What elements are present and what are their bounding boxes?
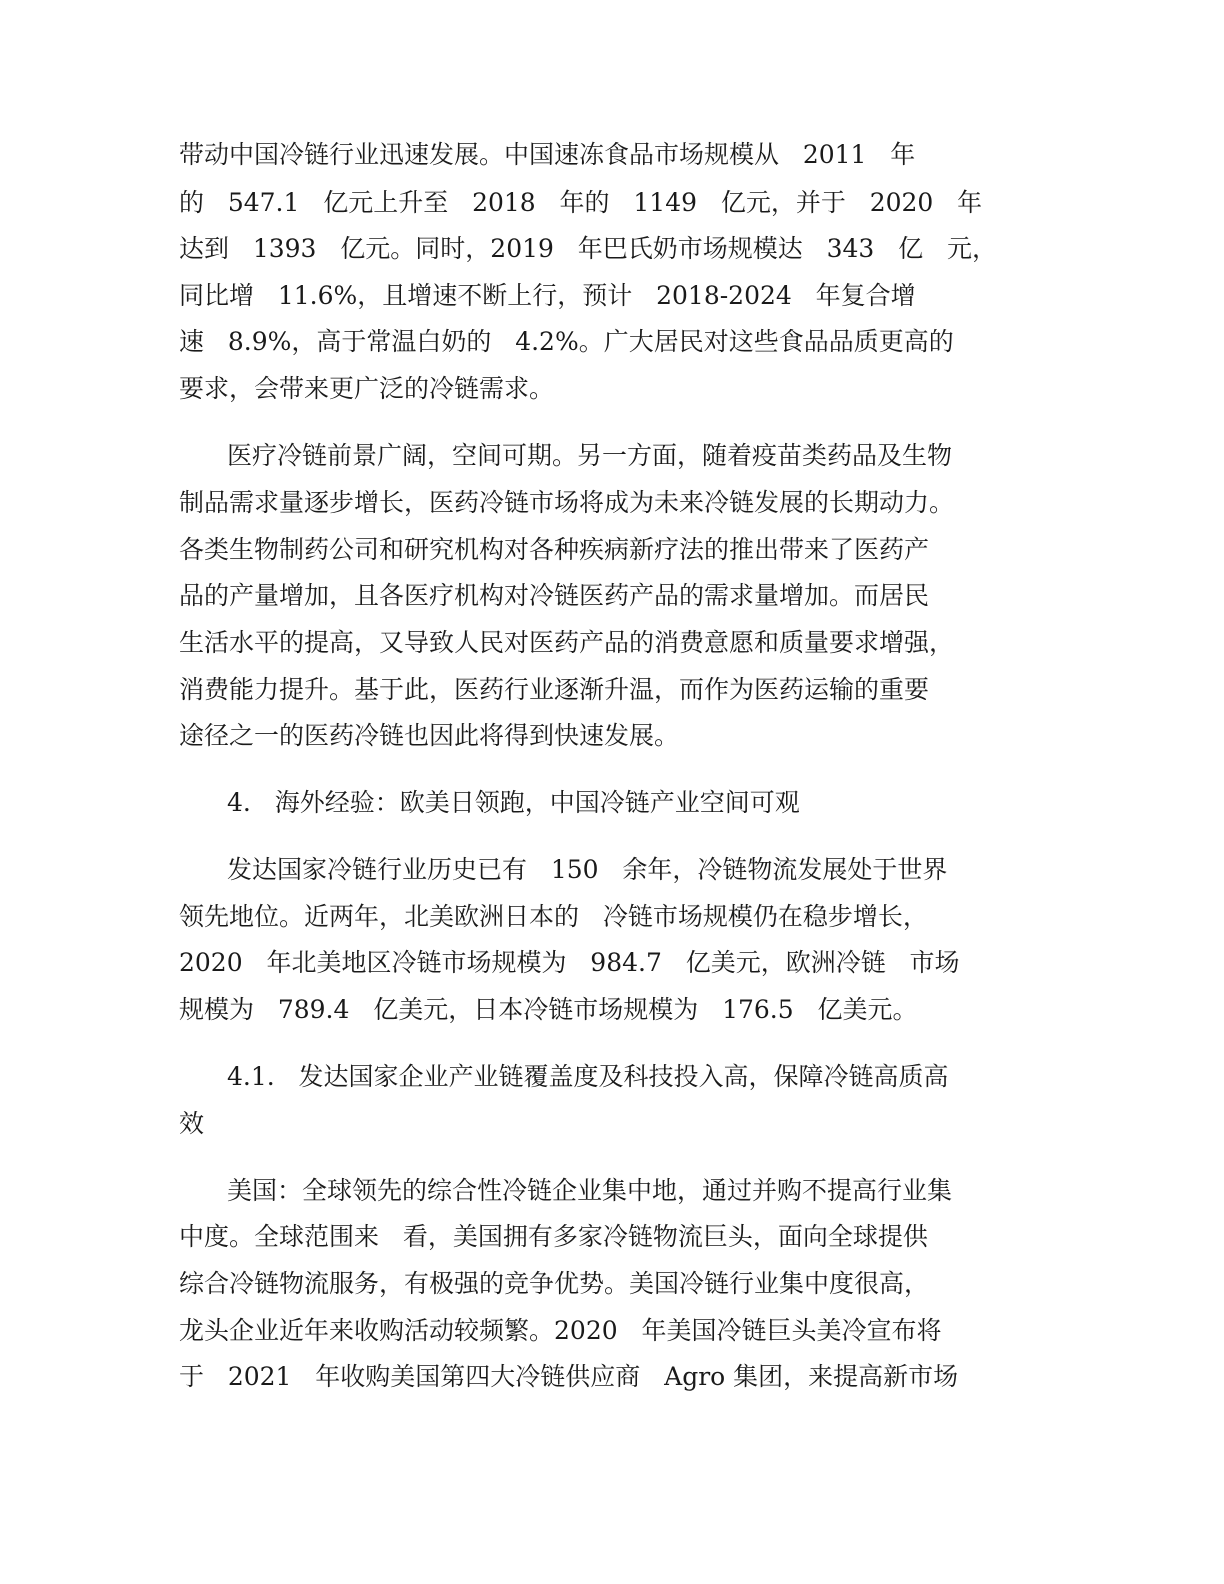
- text-line: 途径之一的医药冷链也因此将得到快速发展。: [179, 721, 680, 750]
- text-line: 2020 年北美地区冷链市场规模为 984.7 亿美元，欧洲冷链 市场: [179, 948, 960, 977]
- text-line: 同比增 11.6%，且增速不断上行，预计 2018-2024 年复合增: [179, 281, 916, 310]
- heading-line: 效: [179, 1109, 205, 1138]
- text-line: 于 2021 年收购美国第四大冷链供应商 Agro 集团，来提高新市场: [179, 1362, 959, 1391]
- text-line: 生活水平的提高，又导致人民对医药产品的消费意愿和质量要求增强，: [179, 628, 955, 657]
- text-line: 制品需求量逐步增长，医药冷链市场将成为未来冷链发展的长期动力。: [179, 488, 955, 517]
- text-line: 中度。全球范围来 看，美国拥有多家冷链物流巨头，面向全球提供: [179, 1222, 928, 1251]
- text-line: 品的产量增加，且各医疗机构对冷链医药产品的需求量增加。而居民: [179, 581, 930, 610]
- text-line: 要求，会带来更广泛的冷链需求。: [179, 374, 555, 403]
- text-line: 速 8.9%，高于常温白奶的 4.2%。广大居民对这些食品品质更高的: [179, 327, 954, 356]
- text-line: 消费能力提升。基于此，医药行业逐渐升温，而作为医药运输的重要: [179, 675, 930, 704]
- text-line: 美国：全球领先的综合性冷链企业集中地，通过并购不提高行业集: [227, 1176, 953, 1205]
- text-line: 的 547.1 亿元上升至 2018 年的 1149 亿元，并于 2020 年: [179, 188, 983, 217]
- text-line: 领先地位。近两年，北美欧洲日本的 冷链市场规模仍在稳步增长，: [179, 902, 928, 931]
- text-line: 达到 1393 亿元。同时，2019 年巴氏奶市场规模达 343 亿 元，: [179, 234, 998, 263]
- text-line: 规模为 789.4 亿美元，日本冷链市场规模为 176.5 亿美元。: [179, 995, 918, 1024]
- heading-line: 4.1. 发达国家企业产业链覆盖度及科技投入高，保障冷链高质高: [227, 1062, 949, 1091]
- text-line: 综合冷链物流服务，有极强的竞争优势。美国冷链行业集中度很高，: [179, 1269, 930, 1298]
- text-line: 医疗冷链前景广阔，空间可期。另一方面，随着疫苗类药品及生物: [227, 441, 953, 470]
- text-line: 带动中国冷链行业迅速发展。中国速冻食品市场规模从 2011 年: [179, 140, 916, 169]
- heading-line: 4. 海外经验：欧美日领跑，中国冷链产业空间可观: [227, 788, 800, 817]
- text-line: 各类生物制药公司和研究机构对各种疾病新疗法的推出带来了医药产: [179, 535, 930, 564]
- text-line: 龙头企业近年来收购活动较频繁。2020 年美国冷链巨头美冷宣布将: [179, 1316, 942, 1345]
- text-line: 发达国家冷链行业历史已有 150 余年，冷链物流发展处于世界: [227, 855, 948, 884]
